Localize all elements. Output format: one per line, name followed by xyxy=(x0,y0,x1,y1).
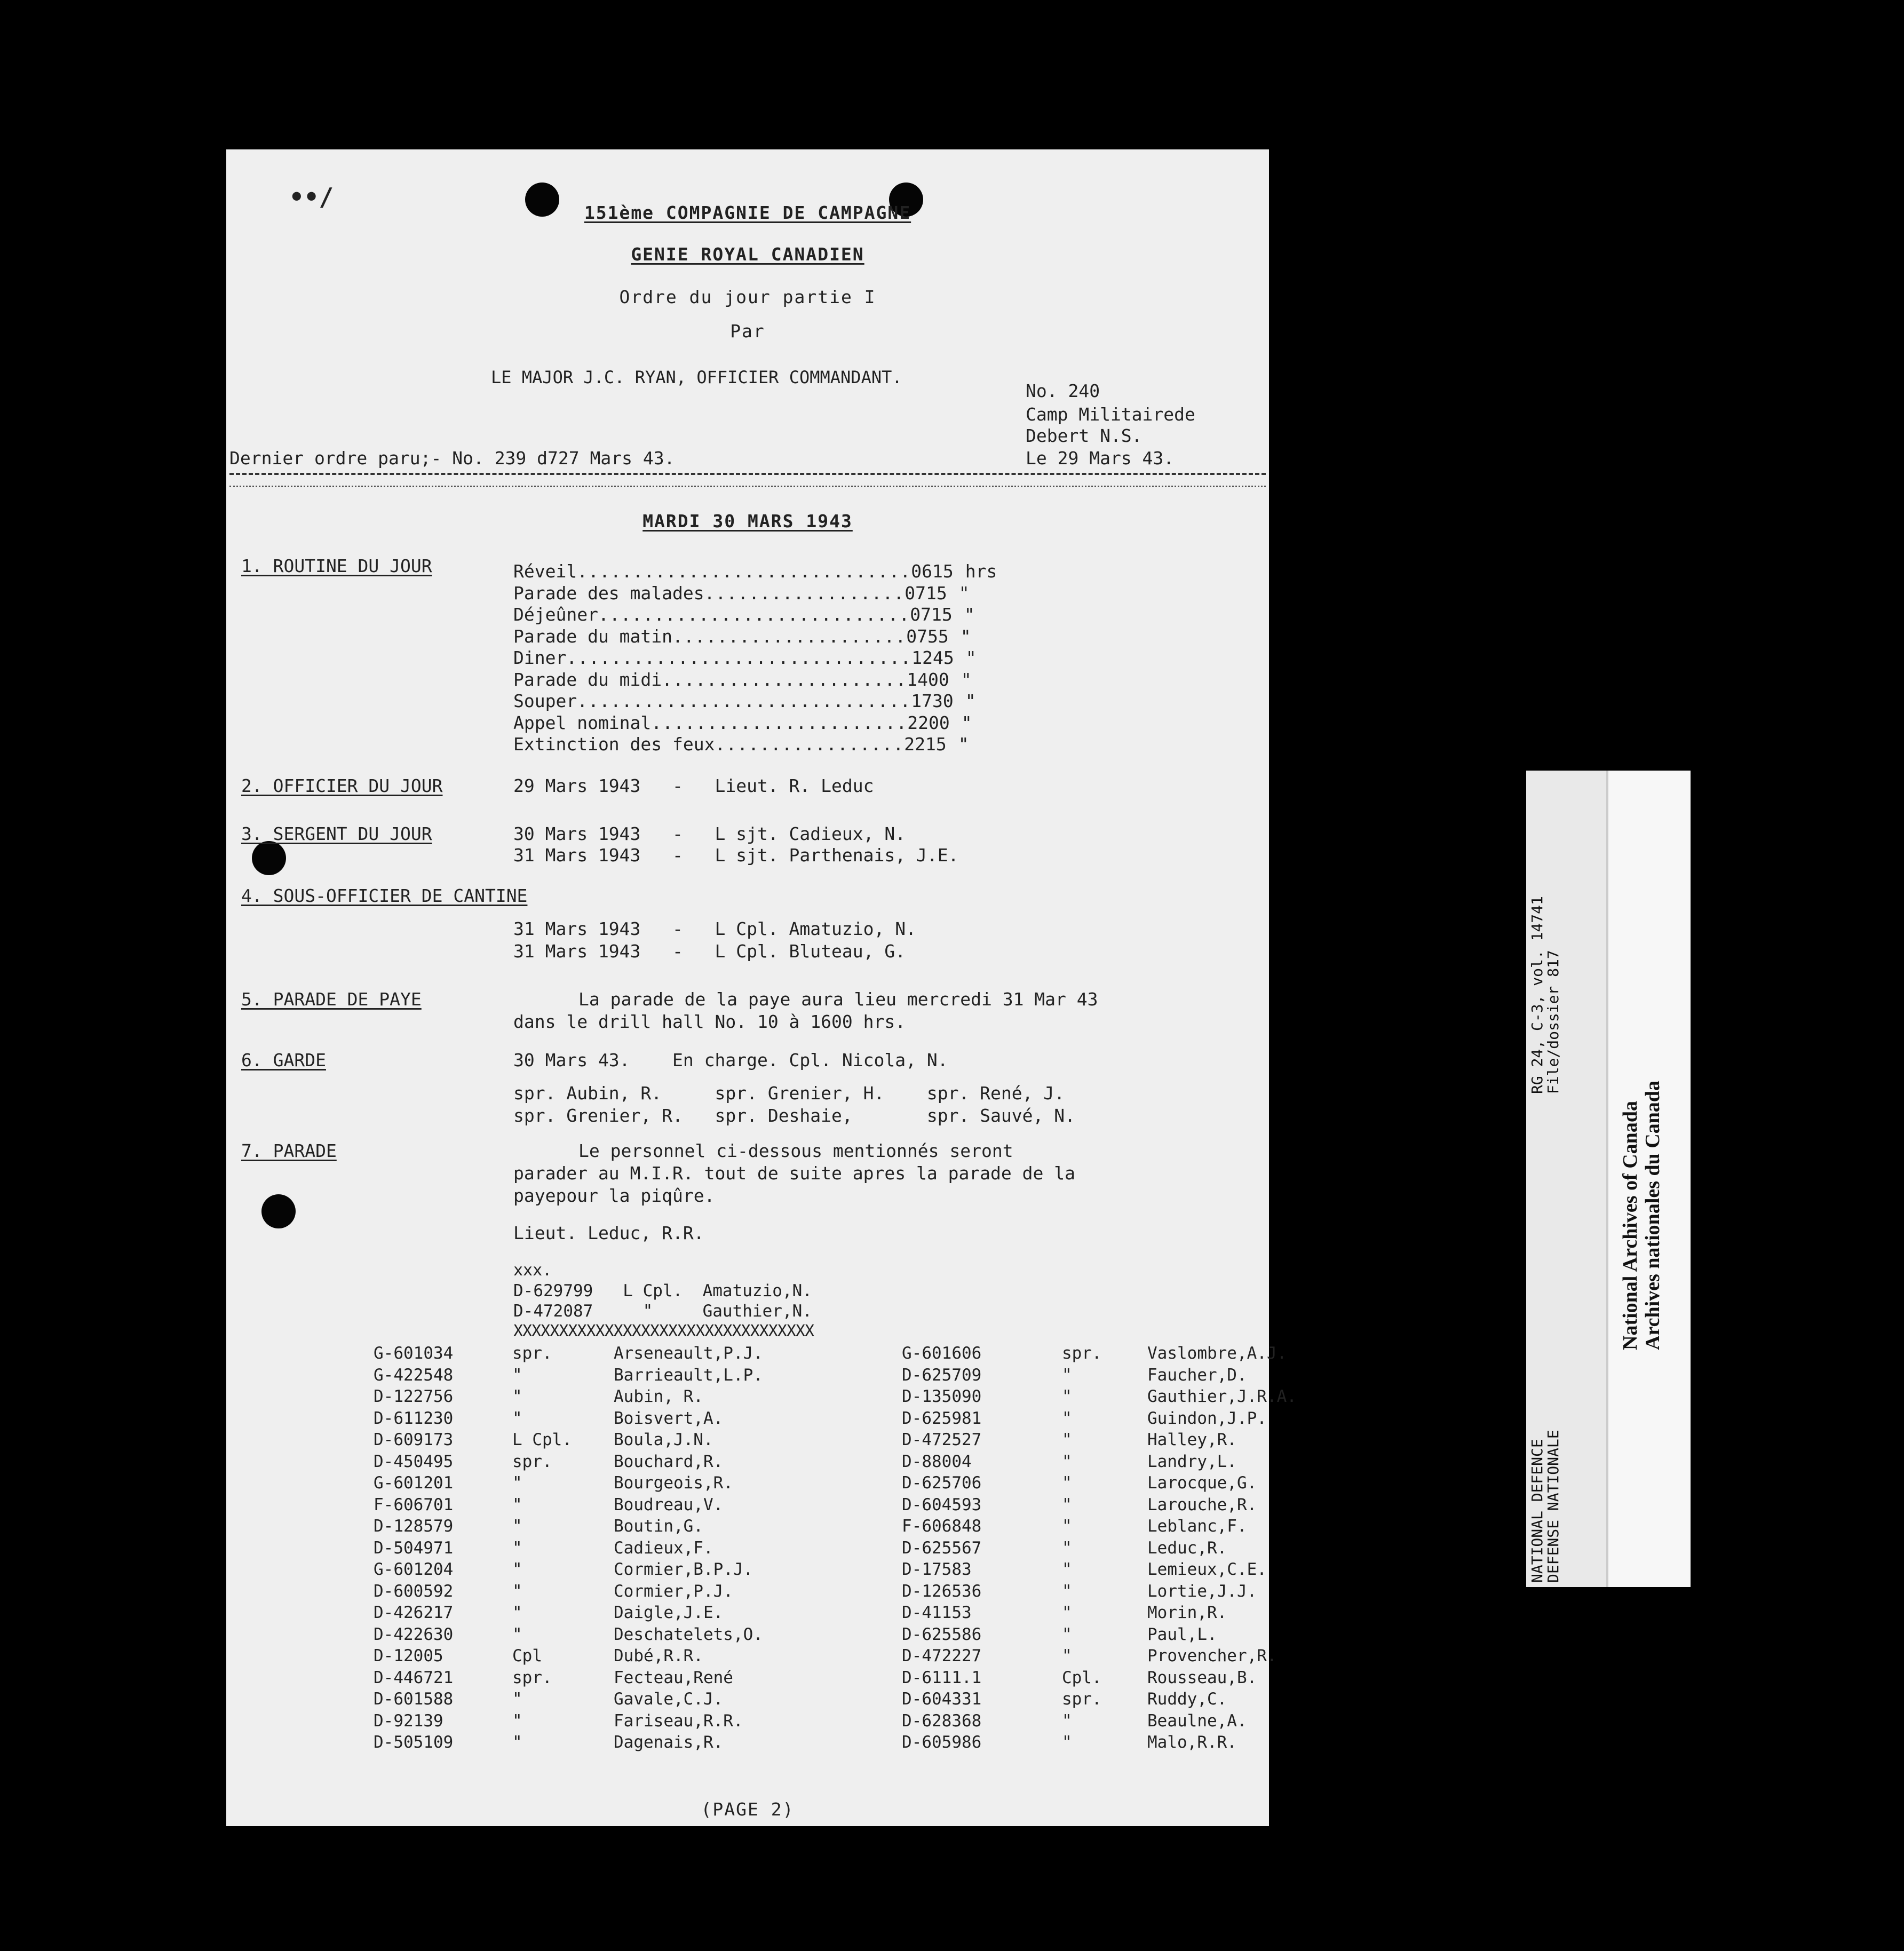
rank: " xyxy=(1062,1495,1072,1514)
routine-time: 2215 xyxy=(904,734,947,755)
rank: " xyxy=(512,1581,522,1601)
service-number: D-128579 xyxy=(374,1517,454,1536)
struck-line: XXXXXXXXXXXXXXXXXXXXXXXXXXXXXXXXX xyxy=(513,1322,814,1341)
rank: " xyxy=(1062,1646,1072,1666)
roster-row xyxy=(374,1645,1307,1667)
parade-marker: xxx. xyxy=(513,1261,552,1280)
soldier-name: Beaulne,A. xyxy=(1147,1711,1247,1731)
roster-row xyxy=(374,1429,1307,1451)
rank: " xyxy=(512,1538,522,1558)
soldier-name: Bourgeois,R. xyxy=(614,1473,733,1493)
soldier-name: Barrieault,L.P. xyxy=(614,1365,763,1385)
roster-row xyxy=(374,1688,1307,1710)
soldier-name: Morin,R. xyxy=(1147,1603,1227,1622)
service-number: D-422630 xyxy=(374,1624,454,1644)
sergeant-of-day-entry: 30 Mars 1943 - L sjt. Cadieux, N. xyxy=(513,823,906,844)
leader-dots: ............................... xyxy=(566,647,912,668)
roster-row xyxy=(374,1667,1307,1689)
rank: " xyxy=(512,1624,522,1644)
rank: " xyxy=(1062,1733,1072,1752)
camp-location: Debert N.S. xyxy=(1026,425,1143,446)
leader-dots: ............................ xyxy=(598,604,910,625)
soldier-name: Larouche,R. xyxy=(1147,1495,1257,1514)
soldier-name: Cadieux,F. xyxy=(614,1538,713,1558)
officer-line: LE MAJOR J.C. RYAN, OFFICIER COMMANDANT. xyxy=(491,367,902,387)
service-number: G-601606 xyxy=(902,1344,982,1363)
service-number: D-450495 xyxy=(374,1452,454,1471)
leader-dots: ...................... xyxy=(662,669,907,690)
service-number: D-625706 xyxy=(902,1473,982,1493)
rank: " xyxy=(512,1603,522,1622)
sergeant-of-day-entry: 31 Mars 1943 - L sjt. Parthenais, J.E. xyxy=(513,845,959,866)
soldier-name: Gauthier,J.R.A. xyxy=(1147,1387,1297,1406)
soldier-name: Cormier,P.J. xyxy=(614,1581,733,1601)
routine-time: 0715 xyxy=(910,604,953,625)
rank: " xyxy=(512,1408,522,1428)
routine-item xyxy=(513,712,972,734)
soldier-name: Deschatelets,O. xyxy=(614,1624,763,1644)
parade-text: Le personnel ci-dessous mentionnés seront xyxy=(578,1140,1013,1161)
service-number: G-601201 xyxy=(374,1473,454,1493)
routine-activity: Diner xyxy=(513,647,567,668)
archive-label-strip xyxy=(1606,771,1691,1587)
soldier-name: Larocque,G. xyxy=(1147,1473,1257,1493)
archive-name: National Archives of Canada Archives nationales du Canada xyxy=(1619,1080,1664,1350)
rank: spr. xyxy=(1062,1344,1102,1363)
routine-unit: hrs xyxy=(965,561,997,582)
service-number: D-628368 xyxy=(902,1711,982,1731)
service-number: D-41153 xyxy=(902,1603,972,1622)
soldier-name: Dagenais,R. xyxy=(614,1733,724,1752)
soldier-name: Landry,L. xyxy=(1147,1452,1237,1471)
roster-row xyxy=(374,1408,1307,1430)
routine-item xyxy=(513,604,975,626)
routine-time: 0715 xyxy=(905,582,947,604)
routine-item xyxy=(513,647,977,669)
rank: " xyxy=(1062,1538,1072,1558)
service-number: D-6111.1 xyxy=(902,1668,982,1687)
soldier-name: Lemieux,C.E. xyxy=(1147,1560,1267,1579)
rank: " xyxy=(512,1495,522,1514)
roster-row xyxy=(374,1710,1307,1732)
service-number: G-601204 xyxy=(374,1560,454,1579)
rank: " xyxy=(512,1690,522,1709)
guard-entry: spr. Grenier, R. spr. Deshaie, spr. Sauvé, N. xyxy=(513,1105,1075,1126)
rank: " xyxy=(512,1560,522,1579)
page-footer: (PAGE 2) xyxy=(701,1799,795,1820)
soldier-name: Ruddy,C. xyxy=(1147,1690,1227,1709)
soldier-name: Provencher,R. xyxy=(1147,1646,1277,1666)
service-number: D-604593 xyxy=(902,1495,982,1514)
rank: " xyxy=(512,1365,522,1385)
soldier-name: Rousseau,B. xyxy=(1147,1668,1257,1687)
routine-activity: Parade des malades xyxy=(513,582,704,604)
canteen-nco-entry: 31 Mars 1943 - L Cpl. Amatuzio, N. xyxy=(513,918,916,939)
rank: spr. xyxy=(512,1344,552,1363)
rank: " xyxy=(512,1387,522,1406)
service-number: D-609173 xyxy=(374,1430,454,1449)
service-number: D-600592 xyxy=(374,1581,454,1601)
order-title: Ordre du jour partie I xyxy=(619,287,876,307)
routine-time: 1245 xyxy=(911,647,954,668)
soldier-name: Leduc,R. xyxy=(1147,1538,1227,1558)
parade-entry: D-472087 " Gauthier,N. xyxy=(513,1302,812,1321)
roster-row xyxy=(374,1451,1307,1473)
canteen-nco-label: 4. SOUS-OFFICIER DE CANTINE xyxy=(241,885,528,906)
routine-unit: " xyxy=(958,734,969,755)
service-number: F-606701 xyxy=(374,1495,454,1514)
soldier-name: Guindon,J.P. xyxy=(1147,1408,1267,1428)
last-order-line: Dernier ordre paru;- No. 239 d727 Mars 43. xyxy=(229,448,675,469)
routine-activity: Extinction des feux xyxy=(513,734,715,755)
soldier-name: Faucher,D. xyxy=(1147,1365,1247,1385)
service-number: D-625586 xyxy=(902,1624,982,1644)
routine-item xyxy=(513,733,969,756)
rank: " xyxy=(1062,1603,1072,1622)
service-number: D-505109 xyxy=(374,1733,454,1752)
routine-item xyxy=(513,669,972,691)
soldier-name: Leblanc,F. xyxy=(1147,1517,1247,1536)
service-number: D-88004 xyxy=(902,1452,972,1471)
service-number: D-12005 xyxy=(374,1646,443,1666)
soldier-name: Vaslombre,A.J. xyxy=(1147,1344,1287,1363)
roster-row xyxy=(374,1494,1307,1516)
routine-activity: Déjeûner xyxy=(513,604,598,625)
rank: " xyxy=(1062,1581,1072,1601)
rank: Cpl. xyxy=(1062,1668,1102,1687)
service-number: D-126536 xyxy=(902,1581,982,1601)
service-number: D-17583 xyxy=(902,1560,972,1579)
pay-parade-text: dans le drill hall No. 10 à 1600 hrs. xyxy=(513,1011,906,1032)
soldier-name: Boutin,G. xyxy=(614,1517,703,1536)
archive-reference: RG 24, C-3, vol. 14741 File/dossier 817 xyxy=(1528,896,1562,1094)
routine-activity: Parade du matin xyxy=(513,625,673,647)
rank: " xyxy=(1062,1624,1072,1644)
rank: " xyxy=(512,1517,522,1536)
soldier-name: Aubin, R. xyxy=(614,1387,703,1406)
roster-row xyxy=(374,1516,1307,1537)
roster-row xyxy=(374,1537,1307,1559)
routine-time: 1730 xyxy=(911,691,954,711)
by-line: Par xyxy=(730,321,765,342)
routine-activity: Parade du midi xyxy=(513,669,662,690)
rank: " xyxy=(1062,1365,1072,1385)
rank: spr. xyxy=(512,1452,552,1471)
rank: spr. xyxy=(1062,1690,1102,1709)
service-number: D-504971 xyxy=(374,1538,454,1558)
leader-dots: ..................... xyxy=(672,625,907,647)
rank: " xyxy=(1062,1408,1072,1428)
soldier-name: Dubé,R.R. xyxy=(614,1646,703,1666)
routine-unit: " xyxy=(960,625,971,647)
roster-row xyxy=(374,1581,1307,1603)
service-number: D-472527 xyxy=(902,1430,982,1449)
routine-unit: " xyxy=(961,712,972,733)
soldier-name: Cormier,B.P.J. xyxy=(614,1560,753,1579)
guard-label: 6. GARDE xyxy=(241,1050,326,1070)
routine-item xyxy=(513,625,971,648)
routine-item xyxy=(513,690,976,712)
personnel-roster xyxy=(374,1343,1307,1754)
leader-dots: .............................. xyxy=(577,561,911,582)
day-heading: MARDI 30 MARS 1943 xyxy=(642,511,853,532)
routine-label: 1. ROUTINE DU JOUR xyxy=(241,556,432,576)
soldier-name: Arseneault,P.J. xyxy=(614,1344,763,1363)
soldier-name: Boula,J.N. xyxy=(614,1430,713,1449)
roster-row xyxy=(374,1732,1307,1754)
ink-mark: ••/ xyxy=(289,183,334,211)
parade-officer: Lieut. Leduc, R.R. xyxy=(513,1223,704,1243)
routine-time: 0755 xyxy=(906,625,949,647)
guard-entry: 30 Mars 43. En charge. Cpl. Nicola, N. xyxy=(513,1050,948,1070)
rank: L Cpl. xyxy=(512,1430,572,1449)
soldier-name: Paul,L. xyxy=(1147,1624,1217,1644)
service-number: G-601034 xyxy=(374,1344,454,1363)
rank: " xyxy=(512,1733,522,1752)
rank: " xyxy=(512,1711,522,1731)
service-number: D-122756 xyxy=(374,1387,454,1406)
parade-label: 7. PARADE xyxy=(241,1140,337,1161)
department-name: NATIONAL DEFENCE DEFENSE NATIONALE xyxy=(1528,1430,1562,1583)
service-number: D-605986 xyxy=(902,1733,982,1752)
routine-unit: " xyxy=(961,669,972,690)
service-number: D-472227 xyxy=(902,1646,982,1666)
roster-row xyxy=(374,1472,1307,1494)
routine-activity: Réveil xyxy=(513,561,577,582)
service-number: D-604331 xyxy=(902,1690,982,1709)
roster-row xyxy=(374,1602,1307,1624)
rank: " xyxy=(1062,1473,1072,1493)
soldier-name: Boisvert,A. xyxy=(614,1408,724,1428)
service-number: G-422548 xyxy=(374,1365,454,1385)
routine-activity: Souper xyxy=(513,691,577,711)
leader-dots: .............................. xyxy=(577,691,911,711)
routine-unit: " xyxy=(964,604,975,625)
rank: " xyxy=(1062,1430,1072,1449)
pay-parade-label: 5. PARADE DE PAYE xyxy=(241,989,422,1010)
soldier-name: Boudreau,V. xyxy=(614,1495,724,1514)
soldier-name: Daigle,J.E. xyxy=(614,1603,724,1622)
leader-dots: .................. xyxy=(704,582,905,604)
routine-time: 2200 xyxy=(907,712,950,733)
service-number: D-135090 xyxy=(902,1387,982,1406)
corps-heading: GENIE ROYAL CANADIEN xyxy=(631,244,864,265)
routine-time: 1400 xyxy=(907,669,949,690)
service-number: D-611230 xyxy=(374,1408,454,1428)
pay-parade-text: La parade de la paye aura lieu mercredi 31 Mar 43 xyxy=(578,989,1098,1010)
routine-unit: " xyxy=(958,582,970,604)
soldier-name: Malo,R.R. xyxy=(1147,1733,1237,1752)
punch-hole xyxy=(261,1194,296,1228)
routine-unit: " xyxy=(965,691,976,711)
soldier-name: Halley,R. xyxy=(1147,1430,1237,1449)
soldier-name: Fariseau,R.R. xyxy=(614,1711,743,1731)
service-number: F-606848 xyxy=(902,1517,982,1536)
guard-entry: spr. Aubin, R. spr. Grenier, H. spr. René, J. xyxy=(513,1083,1065,1104)
routine-activity: Appel nominal xyxy=(513,712,652,733)
service-number: D-446721 xyxy=(374,1668,454,1687)
soldier-name: Lortie,J.J. xyxy=(1147,1581,1257,1601)
parade-text: parader au M.I.R. tout de suite apres la parade de la xyxy=(513,1163,1075,1184)
rank: " xyxy=(1062,1711,1072,1731)
leader-dots: ................. xyxy=(715,734,905,755)
service-number: D-625981 xyxy=(902,1408,982,1428)
service-number: D-426217 xyxy=(374,1603,454,1622)
service-number: D-625709 xyxy=(902,1365,982,1385)
leader-dots: ....................... xyxy=(651,712,908,733)
routine-item xyxy=(513,582,970,605)
order-date: Le 29 Mars 43. xyxy=(1026,448,1175,469)
rank: spr. xyxy=(512,1668,552,1687)
rank: " xyxy=(512,1473,522,1493)
dashed-divider xyxy=(229,473,1266,487)
rank: " xyxy=(1062,1452,1072,1471)
sergeant-of-day-label: 3. SERGENT DU JOUR xyxy=(241,823,432,844)
soldier-name: Gavale,C.J. xyxy=(614,1690,724,1709)
unit-heading: 151ème COMPAGNIE DE CAMPAGNE xyxy=(584,202,911,223)
roster-row xyxy=(374,1624,1307,1646)
service-number: D-625567 xyxy=(902,1538,982,1558)
rank: " xyxy=(1062,1517,1072,1536)
rank: " xyxy=(1062,1560,1072,1579)
soldier-name: Fecteau,René xyxy=(614,1668,733,1687)
parade-text: payepour la piqûre. xyxy=(513,1185,715,1206)
order-number: No. 240 xyxy=(1026,380,1100,401)
archive-label xyxy=(1526,771,1688,1587)
routine-item xyxy=(513,560,997,583)
punch-hole xyxy=(252,841,286,875)
soldier-name: Bouchard,R. xyxy=(614,1452,724,1471)
roster-row xyxy=(374,1386,1307,1408)
officer-of-day-entry: 29 Mars 1943 - Lieut. R. Leduc xyxy=(513,775,874,796)
roster-row xyxy=(374,1365,1307,1386)
rank: " xyxy=(1062,1387,1072,1406)
roster-row xyxy=(374,1343,1307,1365)
rank: Cpl xyxy=(512,1646,542,1666)
canteen-nco-entry: 31 Mars 1943 - L Cpl. Bluteau, G. xyxy=(513,941,906,962)
camp-name: Camp Militairede xyxy=(1026,404,1195,425)
routine-unit: " xyxy=(965,647,977,668)
parade-entry: D-629799 L Cpl. Amatuzio,N. xyxy=(513,1281,812,1300)
service-number: D-601588 xyxy=(374,1690,454,1709)
service-number: D-92139 xyxy=(374,1711,443,1731)
routine-time: 0615 xyxy=(911,561,954,582)
officer-of-day-label: 2. OFFICIER DU JOUR xyxy=(241,775,443,796)
roster-row xyxy=(374,1559,1307,1581)
document-page xyxy=(226,149,1297,1826)
